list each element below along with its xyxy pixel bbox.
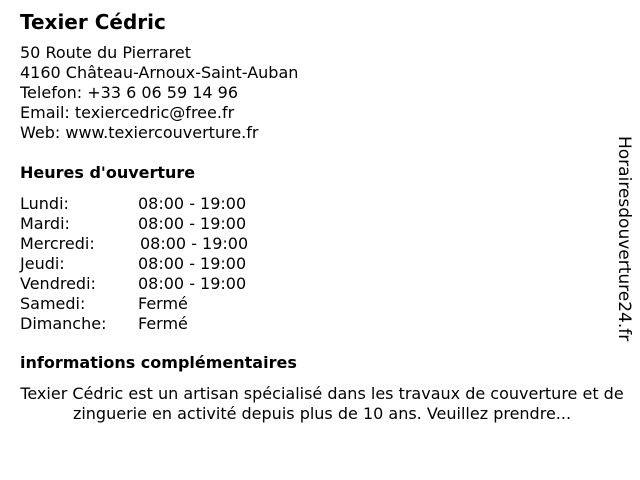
day-label: Mardi: — [20, 214, 70, 233]
hours-value: 08:00 - 19:00 — [138, 254, 247, 273]
business-name: Texier Cédric — [20, 10, 166, 34]
hours-row-saturday — [20, 294, 280, 314]
hours-row-sunday — [20, 314, 280, 334]
hours-value: 08:00 - 19:00 — [140, 234, 249, 253]
info-heading: informations complémentaires — [20, 353, 297, 372]
hours-row-monday — [20, 194, 280, 214]
day-label: Dimanche: — [20, 314, 107, 333]
day-label: Vendredi: — [20, 274, 96, 293]
hours-value: 08:00 - 19:00 — [138, 214, 247, 233]
hours-value: 08:00 - 19:00 — [138, 194, 247, 213]
site-watermark: Horairesdouverture24.fr — [614, 136, 634, 342]
web-line: Web: www.texiercouverture.fr — [20, 123, 259, 142]
email-line: Email: texiercedric@free.fr — [20, 103, 235, 122]
hours-row-thursday — [20, 254, 280, 274]
day-label: Mercredi: — [20, 234, 95, 253]
hours-table — [20, 194, 280, 334]
hours-row-wednesday — [20, 234, 280, 254]
business-description: Texier Cédric est un artisan spécialisé dans les travaux de couverture et de zinguerie en activité depuis plus de 10 ans. Veuillez prendre... — [20, 384, 624, 423]
hours-heading: Heures d'ouverture — [20, 163, 196, 182]
phone-line: Telefon: +33 6 06 59 14 96 — [20, 83, 239, 102]
contact-block — [20, 43, 298, 143]
hours-row-friday — [20, 274, 280, 294]
hours-row-tuesday — [20, 214, 280, 234]
hours-value: 08:00 - 19:00 — [138, 274, 247, 293]
address-street: 50 Route du Pierraret — [20, 43, 191, 62]
hours-value: Fermé — [138, 294, 188, 313]
day-label: Samedi: — [20, 294, 86, 313]
hours-value: Fermé — [138, 314, 188, 333]
address-city: 4160 Château-Arnoux-Saint-Auban — [20, 63, 299, 82]
day-label: Jeudi: — [20, 254, 65, 273]
day-label: Lundi: — [20, 194, 69, 213]
